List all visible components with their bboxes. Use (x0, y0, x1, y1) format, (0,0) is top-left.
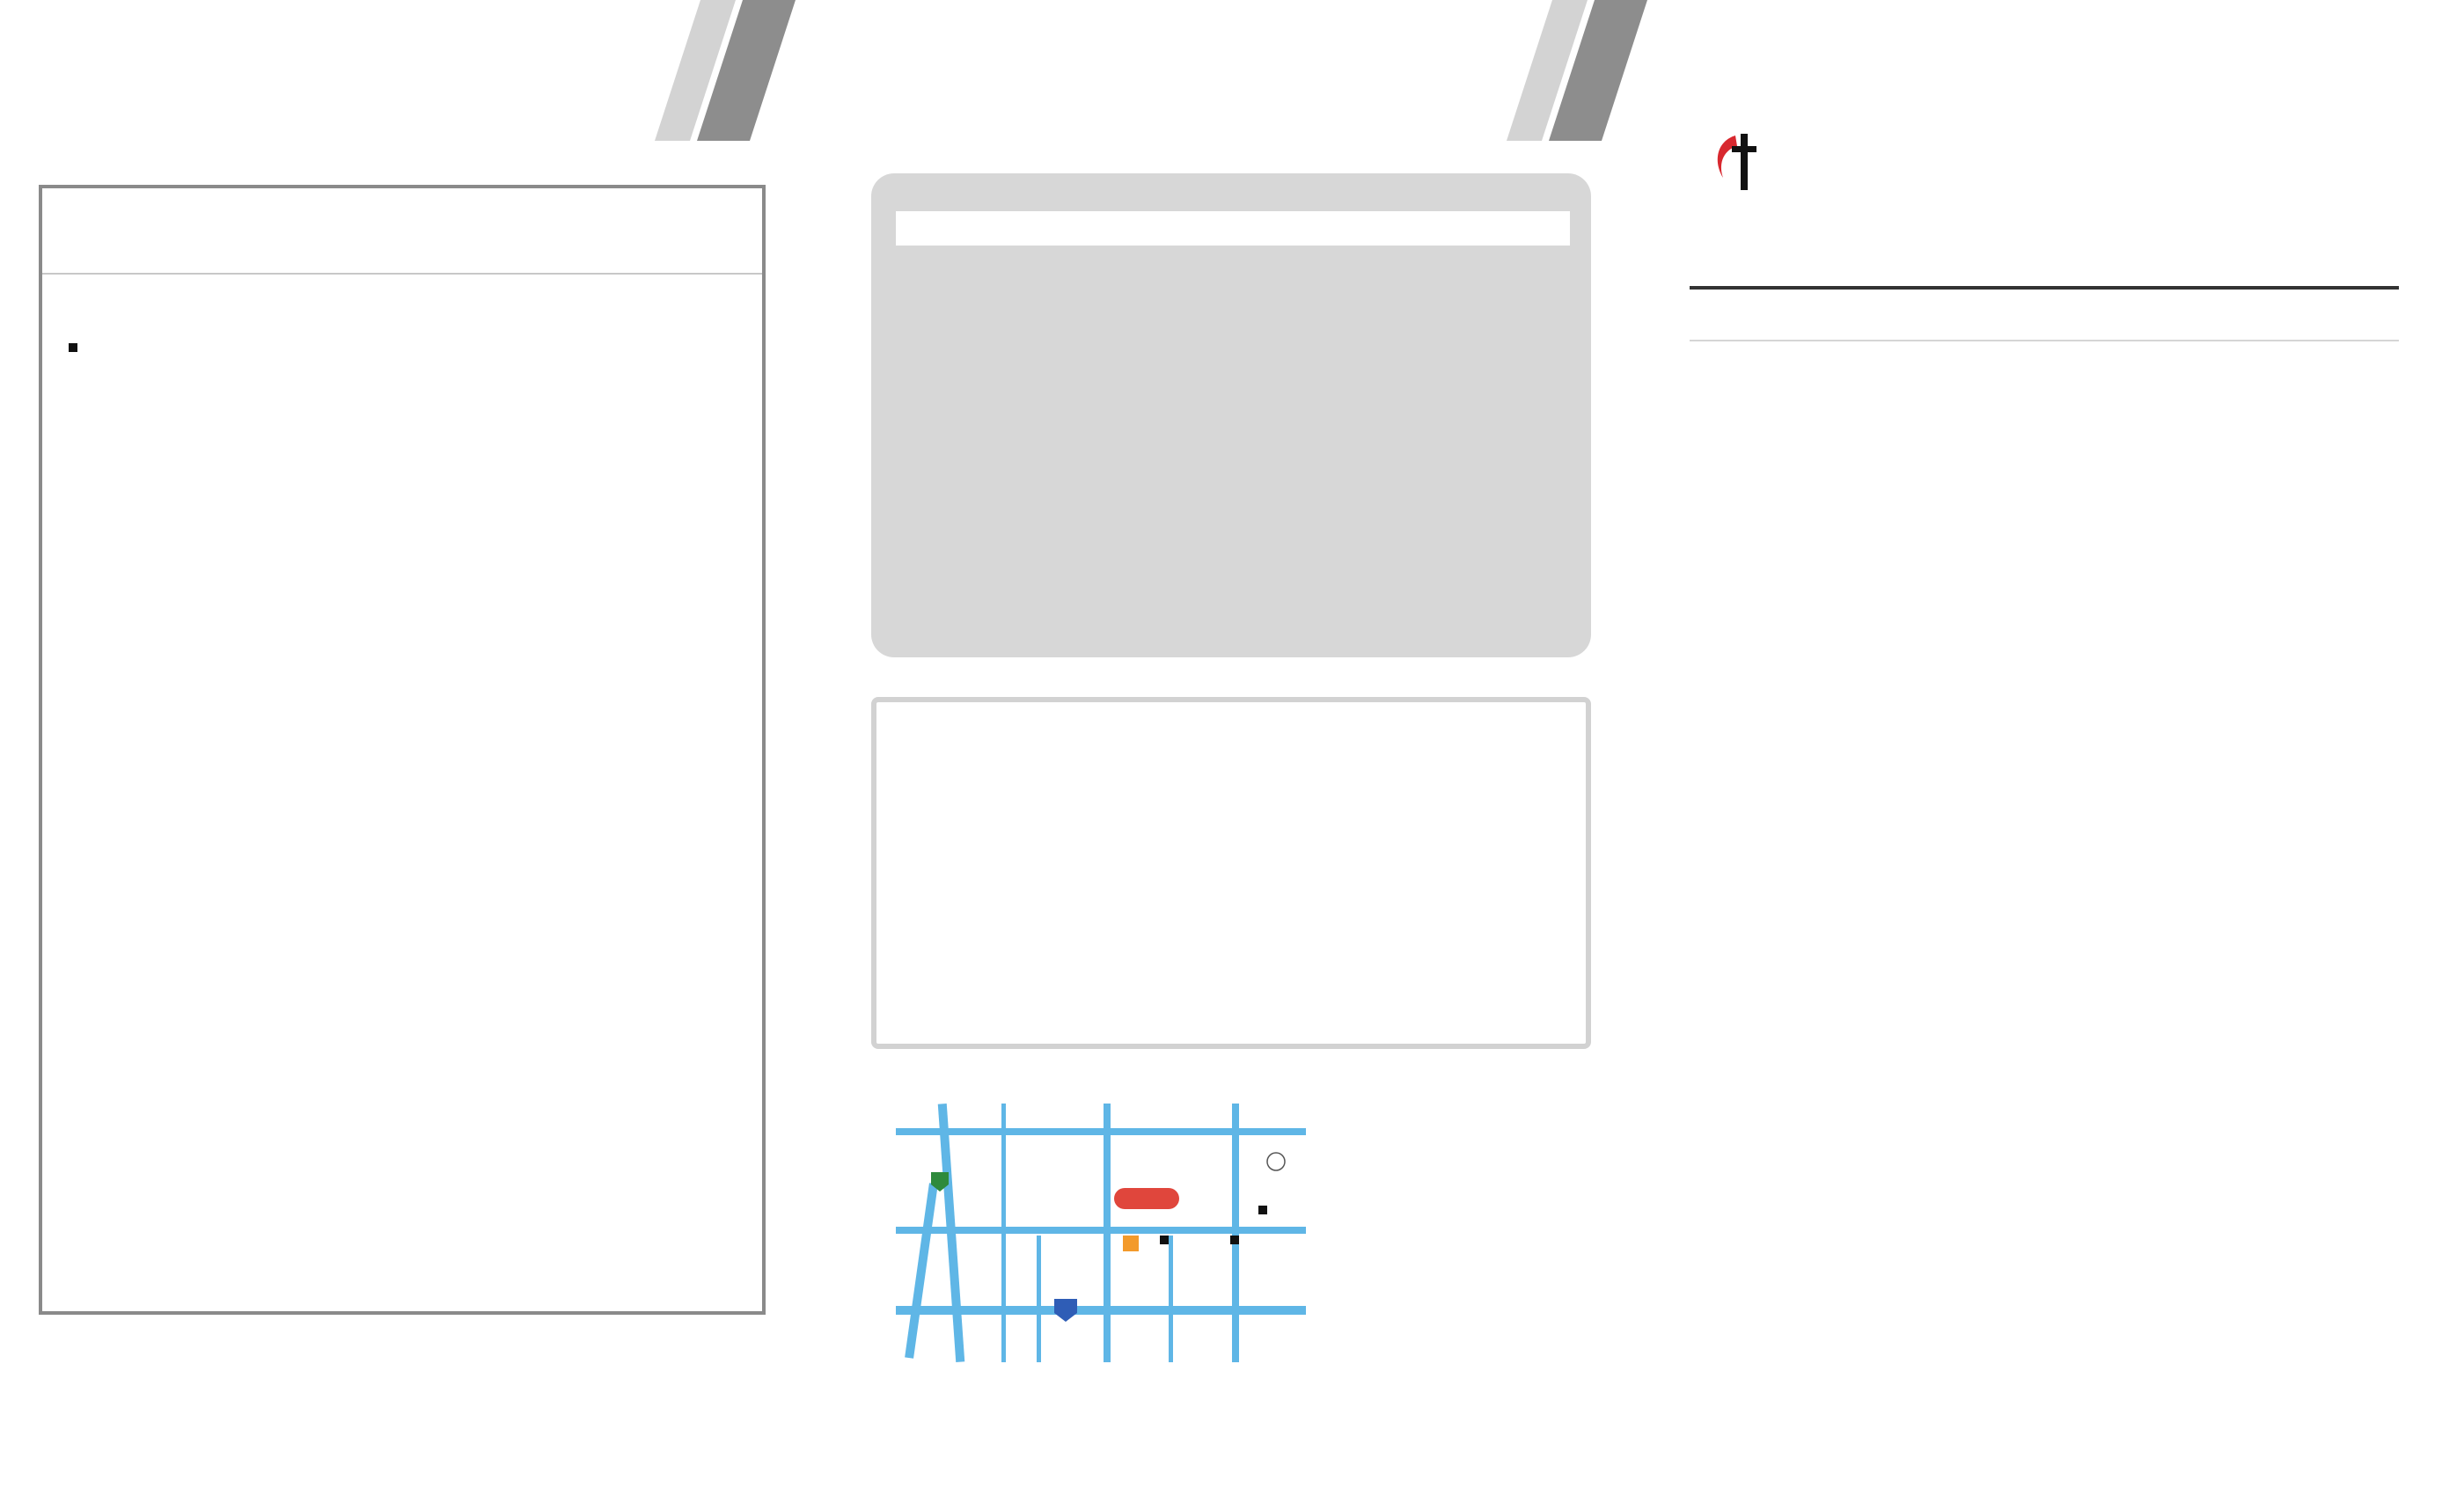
divider (42, 273, 762, 275)
road-minor (1169, 1236, 1173, 1362)
vision-box (39, 185, 766, 1315)
vision-content (65, 306, 760, 333)
road-el-camino (896, 1128, 1306, 1135)
map-graphic (896, 1104, 1306, 1362)
sunday-service-row (896, 211, 1570, 246)
zoom-row (1690, 289, 2399, 341)
church-logo-icon (1709, 128, 1767, 199)
marker-icon (1230, 1236, 1239, 1244)
road-wolfe (1104, 1104, 1111, 1362)
marker-icon (1160, 1236, 1169, 1244)
marker-icon (1258, 1206, 1267, 1214)
road-85 (905, 1183, 938, 1358)
church-building-icon (1123, 1236, 1139, 1251)
compass-icon (1267, 1153, 1285, 1170)
road-homestead (896, 1227, 1306, 1234)
map (896, 1104, 1306, 1362)
road-lawrence (1232, 1104, 1239, 1362)
prayer-box (871, 697, 1591, 1049)
road-minor (1037, 1236, 1041, 1362)
road-minor (1001, 1104, 1006, 1362)
highway-280-icon (1054, 1299, 1077, 1322)
church-pin-icon (1114, 1188, 1179, 1209)
schedule-panel (871, 173, 1591, 657)
bullet-square-icon (69, 343, 77, 352)
